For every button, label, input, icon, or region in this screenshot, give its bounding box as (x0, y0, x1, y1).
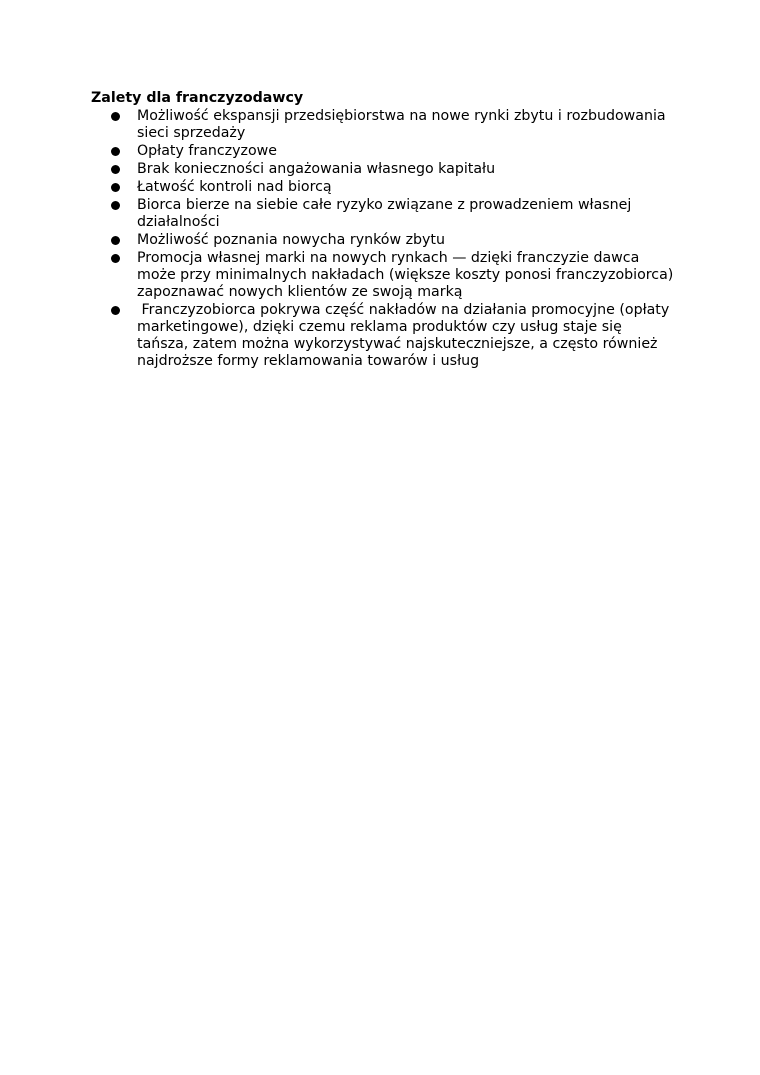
list-item (91, 179, 681, 196)
bullet-icon (111, 147, 120, 156)
bullet-icon (111, 306, 120, 315)
bullet-icon (111, 165, 120, 174)
list-item (91, 197, 681, 231)
list-item-text: Możliwość ekspansji przedsiębiorstwa na nowe rynki zbytu i rozbudowania sieci sprzedaży (137, 108, 666, 141)
list-item-text: Opłaty franczyzowe (137, 143, 277, 159)
list-item-text: Brak konieczności angażowania własnego kapitału (137, 161, 496, 177)
list-item-text: Biorca bierze na siebie całe ryzyko związane z prowadzeniem własnej działalności (137, 197, 632, 230)
list-item (91, 108, 681, 142)
bullet-icon (111, 236, 120, 245)
bullet-icon (111, 183, 120, 192)
document-content (91, 90, 681, 371)
bullet-icon (111, 254, 120, 263)
bullet-list (91, 108, 681, 370)
list-item (91, 250, 681, 301)
list-item-text: Możliwość poznania nowycha rynków zbytu (137, 232, 445, 248)
bullet-icon (111, 201, 120, 210)
section-heading: Zalety dla franczyzodawcy (91, 90, 304, 106)
list-item (91, 232, 681, 249)
list-item-text: Promocja własnej marki na nowych rynkach — dzięki franczyzie dawca może przy minimalnych nakładach (większe koszty ponosi franczyzobiorca) zapoznawać nowych klientów ze swoją marką (137, 250, 674, 300)
list-item (91, 143, 681, 160)
list-item-text: Łatwość kontroli nad biorcą (137, 179, 332, 195)
list-item (91, 161, 681, 178)
bullet-icon (111, 112, 120, 121)
list-item-text: Franczyzobiorca pokrywa część nakładów na działania promocyjne (opłaty marketingowe), dzięki czemu reklama produktów czy usług staje się tańsza, zatem można wykorzystywać najskuteczniejsze, a często również najdroższe formy reklamowania towarów i usług (137, 302, 670, 369)
list-item (91, 302, 681, 370)
